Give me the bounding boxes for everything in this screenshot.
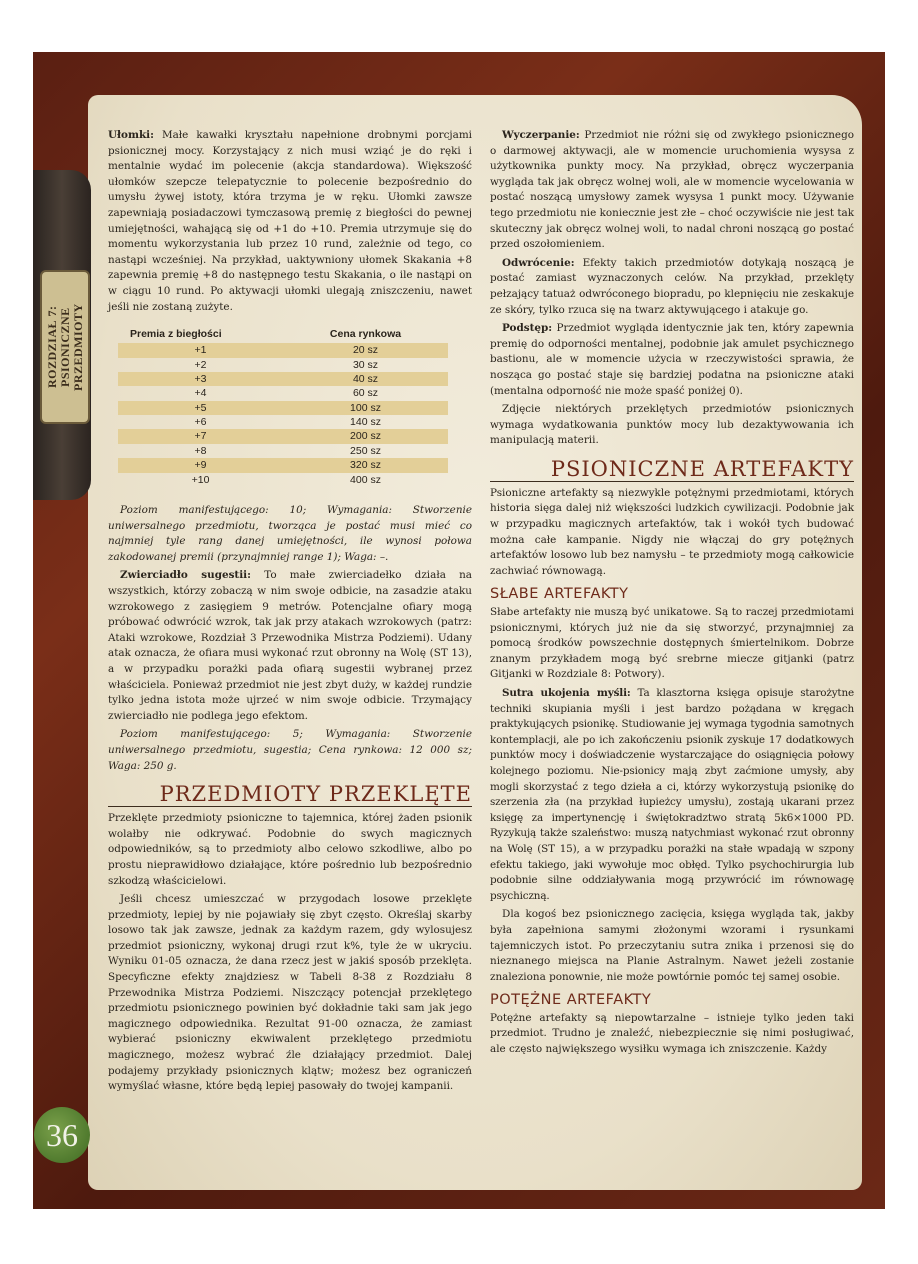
paragraph-removal: Zdjęcie niektórych przeklętych przedmiotów psionicznych wymaga wydatkowania punktów mocy lub dezaktywowania ich manipulacją materii. <box>490 403 854 447</box>
table-body <box>118 343 448 487</box>
cell-price: 100 sz <box>350 401 381 414</box>
text-drain: Przedmiot nie różni się od zwykłego psionicznego o darmowej aktywacji, ale w momencie uruchomienia wysysa z użytkownika punkty mocy. Na przykład, obręcz wyczerpania wygląda tak jak obręcz wolnej woli, ale w momencie wycelowania w postać noszącą umysłowy zamek wysysa 1 punkt mocy. Używanie tego przedmiotu nie koniecznie jest złe – choć oczywiście nie jest tak skuteczny jak obręcz wolnej woli, to nadal chroni noszącą go postać przed oszołomieniem. <box>490 129 854 251</box>
term-drain: Wyczerpanie: <box>502 129 580 141</box>
paragraph-shards-stats <box>108 503 472 565</box>
cell-price: 60 sz <box>352 387 379 400</box>
text-shards: Małe kawałki kryształu napełnione drobnymi porcjami psionicznej mocy. Korzystający z nich musi wziąć je do ręki i mentalnie wydać im polecenie (akcja standardowa). Większość ułomków szepcze telepatycznie to polecenie bezpośrednio do umysłu żywej istoty, która trzyma je w ręku. Ułomki zawsze zapewniają posiadaczowi tymczasową premię z biegłości do pewnej umiejętności, wahającą się od +1 do +10. Premia utrzymuje się do momentu wykorzystania lub przez 10 rund, zależnie od tego, co nastąpi wcześniej. Na przykład, uaktywniony ułomek Skakania +8 zapewnia premię +8 do następnego testu Skakania, o ile nastąpi on w ciągu 10 rund. Po aktywacji ułomki ulegają zniszczeniu, nawet jeśli nie zostaną zużyte. <box>108 129 472 313</box>
paragraph-sutra <box>490 686 854 904</box>
table-row <box>118 343 448 357</box>
cell-bonus: +2 <box>194 358 207 371</box>
text-deceit: Przedmiot wygląda identycznie jak ten, który zapewnia premię do odporności mentalnej, podobnie jak amulet psychicznego bastionu, ale w momencie użycia w rzeczywistości sprawia, że nosząca go postać staje się bardziej podatna na psioniczne ataki (mentalna odporność nie może spaść poniżej 0). <box>490 322 854 397</box>
paragraph-reversal <box>490 256 854 318</box>
term-reversal: Odwrócenie: <box>502 256 575 269</box>
paragraph-minor-artifacts: Słabe artefakty nie muszą być unikatowe. Są to raczej przedmiotami psionicznymi, których już nie da się stworzyć, przynajmniej za pomocą środków powszechnie dostępnych śmiertelnikom. Dobrze znanym przykładem mogą być srebrne miecze gitjanki (patrz Gitjanki w Rozdziale 8: Potwory). <box>490 606 854 681</box>
paragraph-deceit <box>490 321 854 399</box>
table-row <box>118 372 448 386</box>
cell-price: 20 sz <box>352 344 379 357</box>
paragraph-sutra-appearance: Dla kogoś bez psionicznego zacięcia, księga wygląda tak, jakby była zapełniona samymi złożonymi wzorami i rysunkami tajemniczych istot. Po przeczytaniu sutra znika i przenosi się do nieznanego miejsca na Planie Astralnym. Nawet jeżeli zostanie znaleziona ponownie, nie może powtórnie pomóc tej samej osobie. <box>490 908 854 983</box>
heading-major-artifacts: POTĘŻNE ARTEFAKTY <box>490 992 652 1009</box>
table-header <box>118 327 448 343</box>
table-row <box>118 473 448 487</box>
paragraph-cursed-intro: Przeklęte przedmioty psioniczne to tajemnica, której żaden psionik wolałby nie odkrywać. Podobnie do swych magicznych odpowiedników, są to przedmioty albo celowo szkodliwe, albo po prostu nieprawidłowo działające, które pośrednio lub bezpośrednio szkodzą właścicielowi. <box>108 812 472 887</box>
paragraph-mirror <box>108 568 472 724</box>
cell-bonus: +8 <box>194 444 207 457</box>
paragraph-drain <box>490 128 854 253</box>
cell-bonus: +3 <box>194 372 207 385</box>
table-row <box>118 415 448 429</box>
cell-bonus: +7 <box>194 430 207 443</box>
cell-price: 250 sz <box>350 444 381 457</box>
table-row <box>118 401 448 415</box>
stats-mirror: Poziom manifestującego: 5; Wymagania: Stworzenie uniwersalnego przedmiotu, sugestia; Cena rynkowa: 12 000 sz; Waga: 250 g. <box>108 728 472 772</box>
cell-bonus: +6 <box>194 416 207 429</box>
table-col-price: Cena rynkowa <box>329 328 402 341</box>
heading-cursed-items: PRZEDMIOTY PRZEKLĘTE <box>108 782 472 807</box>
cell-bonus: +5 <box>194 401 207 414</box>
right-column <box>490 128 854 1061</box>
paragraph-major-artifacts: Potężne artefakty są niepowtarzalne – istnieje tylko jeden taki przedmiot. Trudno je znaleźć, niebezpiecznie się nimi posługiwać, ale często największego wysiłku wymaga ich zniszczenie. Każdy <box>490 1011 854 1056</box>
paragraph-shards <box>108 128 472 315</box>
cell-bonus: +4 <box>194 387 207 400</box>
cell-price: 400 sz <box>350 473 381 486</box>
table-row <box>118 358 448 372</box>
chapter-tab <box>40 270 90 424</box>
cell-price: 30 sz <box>352 358 379 371</box>
table-col-bonus: Premia z biegłości <box>130 328 222 341</box>
price-table <box>118 327 448 487</box>
paragraph-artifacts-intro: Psioniczne artefakty są niezwykle potężnymi przedmiotami, których historia sięga dalej niż większości ludzkich cywilizacji. Podobnie jak w przypadku magicznych artefaktów, tak i wokół tych budować można całe kampanie. Nigdy nie włączaj do gry potężnych artefaktów losowo lub bez namysłu – te przedmioty mogą całkowicie zachwiać równowagą. <box>490 486 854 577</box>
page-number: 36 <box>34 1107 90 1163</box>
term-shards: Ułomki: <box>108 129 154 141</box>
heading-psionic-artifacts: PSIONICZNE ARTEFAKTY <box>490 457 854 482</box>
cell-bonus: +10 <box>191 473 210 486</box>
table-row <box>118 386 448 400</box>
cell-price: 140 sz <box>350 416 381 429</box>
stats-shards: Poziom manifestującego: 10; Wymagania: Stworzenie uniwersalnego przedmiotu, tworząca je postać musi mieć co najmniej tyle rang danej umiejętności, ile wynosi połowa zakodowanej premii (przynajmniej range 1); Waga: –. <box>108 504 472 563</box>
heading-minor-artifacts: SŁABE ARTEFAKTY <box>490 586 629 603</box>
text-reversal: Efekty takich przedmiotów dotykają noszącą je postać zamiast wyznaczonych celów. Na przykład, przeklęty pełzający tatuaż odwróconego biopradu, po klepnięciu nie zeskakuje ze skóry, tylko rzuca się na twarz aktywującego i atakuje go. <box>490 256 854 316</box>
cell-price: 200 sz <box>350 430 381 443</box>
cell-bonus: +1 <box>194 344 207 357</box>
cell-price: 40 sz <box>352 372 379 385</box>
paragraph-mirror-stats <box>108 727 472 774</box>
cell-bonus: +9 <box>194 459 207 472</box>
text-mirror: To małe zwierciadełko działa na wszystkich, którzy zobaczą w nim swoje odbicie, na zasadzie ataku wzrokowego z zasięgiem 9 metrów. Potencjalne ofiary mogą próbować odwrócić wzrok, tak jak przy atakach wzrokowych (patrz: Ataki wzrokowe, Rozdział 3 Przewodnika Mistrza Podziemi). Udany atak oznacza, że ofiara musi wykonać rzut obronny na Wolę (ST 13), a w przypadku porażki pada ofiarą sugestii wybranej przez właściciela. Ponieważ przedmiot nie jest zbyt duży, w każdej rundzie tylko jedna istota może ujrzeć w nim swoje odbicie. Trzymający zwierciadło nie podlega jego efektom. <box>108 569 472 722</box>
text-sutra: Ta klasztorna księga opisuje starożytne techniki skupiania myśli i jest bardzo pożądana w kręgach praktykujących psionikę. Studiowanie jej wymaga tygodnia samotnych kontemplacji, ale po ich zakończeniu psionik zyskuje 17 dodatkowych punktów mocy i doświadczenie wystarczające do osiągnięcia połowy kolejnego poziomu. Nie-psionicy mają zbyt zaćmione umysły, aby mogli skorzystać z tego dzieła a ci, którzy wykorzystują psionikę do szerzenia zła (na przykład łupieżcy umysłu), zostają ukarani przez księgę za impertynencję i świętokradztwo stratą 5k6×1000 PD. Ryzykują także szaleństwo: muszą natychmiast wykonać rzut obronny na Wolę (ST 15), a w przypadku porażki na stałe wpadają w szpony efektu takiego, jaki wywołuje moc obłęd. Tylko psychochirurgia lub podobnie silne oddziaływania mogą przywrócić im równowagę psychiczną. <box>490 687 854 902</box>
cell-price: 320 sz <box>350 459 381 472</box>
chapter-label: ROZDZIAŁ 7: PSIONICZNE PRZEDMIOTY <box>44 303 85 391</box>
term-sutra: Sutra ukojenia myśli: <box>502 687 631 699</box>
table-row <box>118 444 448 458</box>
paragraph-cursed-rules: Jeśli chcesz umieszczać w przygodach losowe przeklęte przedmioty, lepiej by nie pojawiały się zbyt często. Określaj skarby losowo tak jak zawsze, jednak za każdym razem, gdy wylosujesz przedmiot psioniczny, wykonaj drugi rzut k%, tyle że w ukryciu. Wyniku 01-05 oznacza, że dana rzecz jest w jakiś sposób przeklęta. Specyficzne efekty znajdziesz w Tabeli 8-38 z Rozdziału 8 Przewodnika Mistrza Podziemi. Niszczący potencjał przeklętego przedmiotu psionicznego powinien być dokładnie taki sam jak jego magicznego odpowiednika. Rezultat 91-00 oznacza, że zamiast wybierać psioniczny ekwiwalent przeklętego przedmiotu magicznego, możesz wybrać źle działający przedmiot. Dalej podajemy przykłady psionicznych klątw; możesz bez ograniczeń wymyślać własne, które będą lepiej pasowały do twojej kampanii. <box>108 893 472 1093</box>
term-mirror: Zwierciadło sugestii: <box>120 569 251 582</box>
left-column <box>108 128 472 1098</box>
term-deceit: Podstęp: <box>502 322 553 335</box>
table-row <box>118 429 448 443</box>
table-row <box>118 458 448 472</box>
